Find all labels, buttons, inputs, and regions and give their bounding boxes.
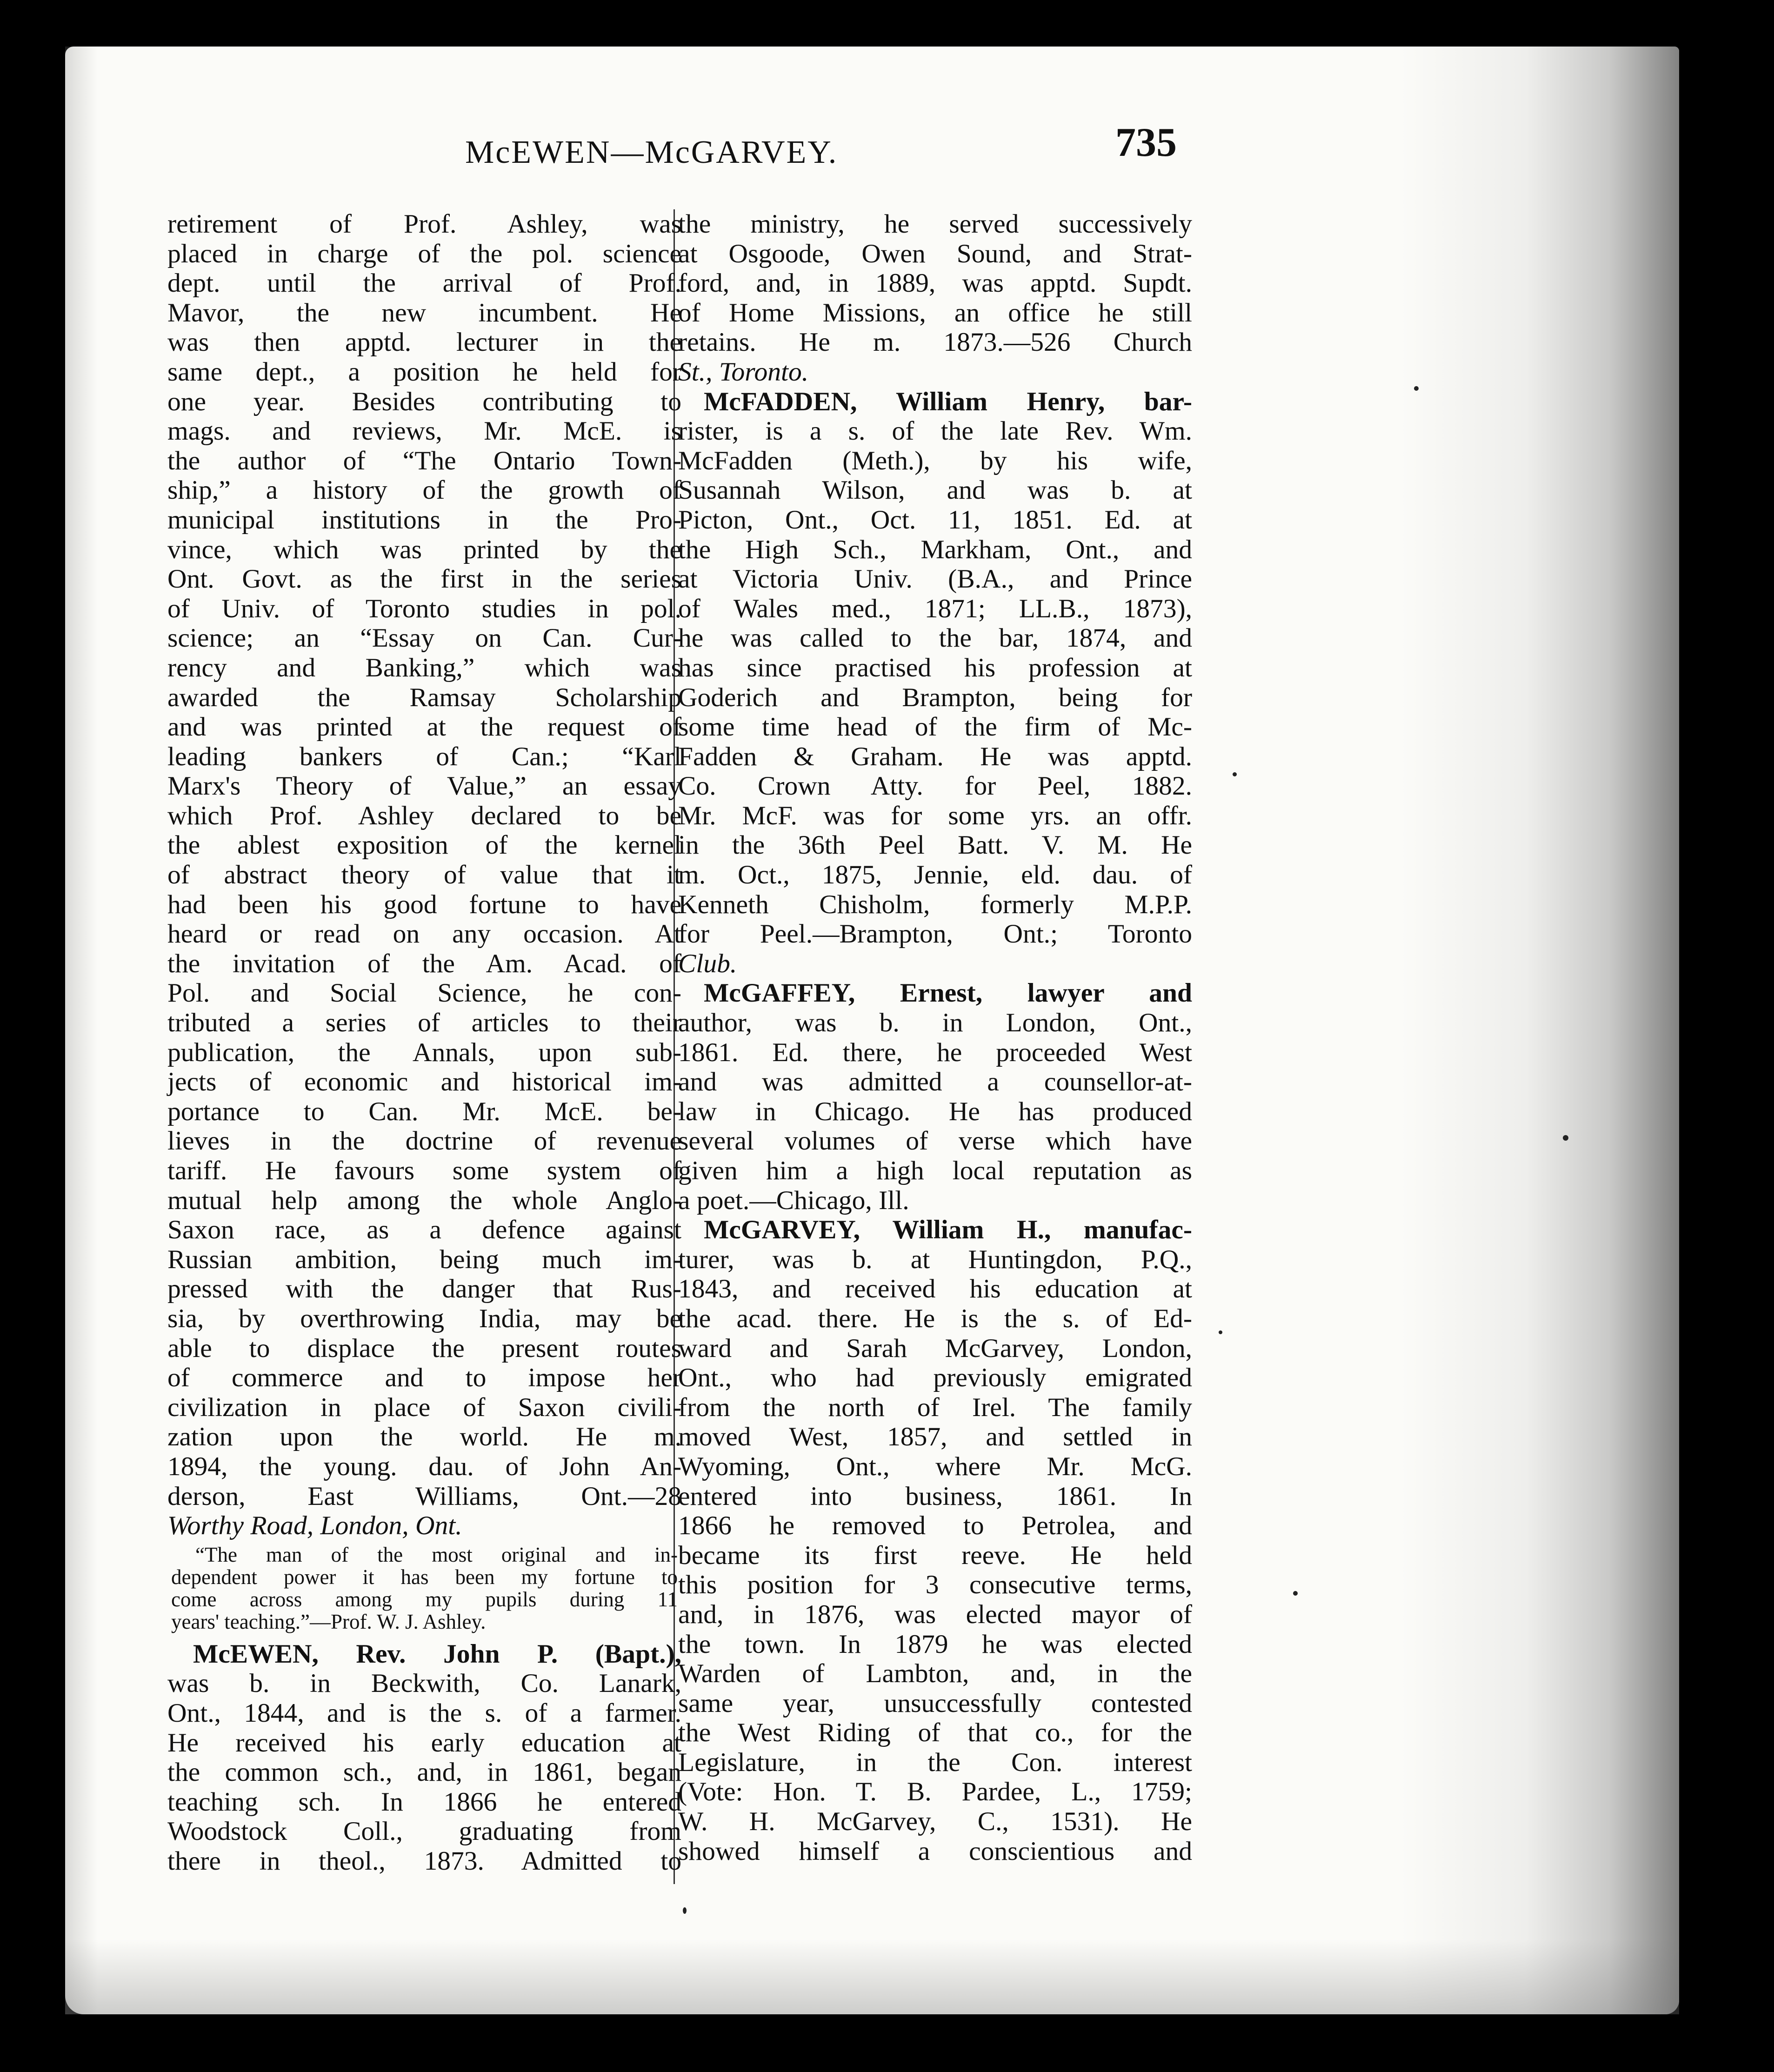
text-line: which Prof. Ashley declared to be: [167, 801, 681, 830]
text-line: for Peel.—Brampton, Ont.; Toronto: [678, 919, 1192, 949]
page-header: [167, 107, 1186, 172]
text-line: Fadden & Graham. He was apptd.: [678, 742, 1192, 771]
text-line: Mr. McF. was for some yrs. an offr.: [678, 801, 1192, 830]
scan-speck: [1233, 772, 1237, 776]
text-line: municipal institutions in the Pro-: [167, 505, 681, 535]
text-line: this position for 3 consecutive terms,: [678, 1570, 1192, 1600]
gutter-shadow: [65, 47, 98, 2014]
text-line: several volumes of verse which have: [678, 1126, 1192, 1156]
text-line: of Univ. of Toronto studies in pol.: [167, 594, 681, 623]
text-line: the West Riding of that co., for the: [678, 1718, 1192, 1748]
text-line: m. Oct., 1875, Jennie, eld. dau. of: [678, 860, 1192, 890]
text-line: author, was b. in London, Ont.,: [678, 1008, 1192, 1038]
running-head: McEWEN—McGARVEY.: [465, 134, 838, 170]
text-line: science; an “Essay on Can. Cur-: [167, 623, 681, 653]
address-line: Club.: [678, 949, 737, 978]
text-line: ship,” a history of the growth of: [167, 475, 681, 505]
text-line: Russian ambition, being much im-: [167, 1244, 681, 1274]
text-line: from the north of Irel. The family: [678, 1392, 1192, 1422]
text-line: there in theol., 1873. Admitted to: [167, 1846, 681, 1876]
text-line: and was printed at the request of: [167, 712, 681, 742]
text-line: had been his good fortune to have: [167, 889, 681, 919]
text-line: some time head of the firm of Mc-: [678, 712, 1192, 742]
text-line: Ont. Govt. as the first in the series: [167, 564, 681, 594]
text-line: has since practised his profession at: [678, 653, 1192, 682]
text-line: the town. In 1879 he was elected: [678, 1629, 1192, 1659]
text-line: retirement of Prof. Ashley, was: [167, 209, 681, 239]
text-line: 1894, the young. dau. of John An-: [167, 1451, 681, 1481]
text-line: jects of economic and historical im-: [167, 1067, 681, 1097]
text-line: Pol. and Social Science, he con-: [167, 978, 681, 1008]
text-line: publication, the Annals, upon sub-: [167, 1037, 681, 1067]
text-line: of abstract theory of value that it: [167, 860, 681, 890]
page-edge-shadow: [1400, 47, 1679, 2014]
mcewen-john-entry: [167, 1639, 681, 1876]
text-line: the common sch., and, in 1861, began: [167, 1758, 681, 1787]
text-line: awarded the Ramsay Scholarship: [167, 682, 681, 712]
text-line: leading bankers of Can.; “Karl: [167, 742, 681, 771]
text-line: tributed a series of articles to their: [167, 1008, 681, 1038]
text-line: teaching sch. In 1866 he entered: [167, 1787, 681, 1817]
text-line: Ont., who had previously emigrated: [678, 1363, 1192, 1393]
entry-heading-mcgarvey: McGARVEY, William H., manufac-: [704, 1215, 1192, 1245]
text-line: rency and Banking,” which was: [167, 653, 681, 682]
text-line: the invitation of the Am. Acad. of: [167, 949, 681, 978]
text-line: he was called to the bar, 1874, and: [678, 623, 1192, 653]
text-line: civilization in place of Saxon civili-: [167, 1392, 681, 1422]
text-line: Warden of Lambton, and, in the: [678, 1659, 1192, 1689]
mcewen-continued-text: [167, 209, 681, 1541]
text-line: pressed with the danger that Rus-: [167, 1274, 681, 1304]
text-line: law in Chicago. He has produced: [678, 1096, 1192, 1126]
text-line: of Wales med., 1871; LL.B., 1873),: [678, 594, 1192, 623]
text-line: turer, was b. at Huntingdon, P.Q.,: [678, 1244, 1192, 1274]
text-line: and was admitted a counsellor-at-: [678, 1067, 1192, 1097]
right-column: [678, 209, 1192, 1866]
text-line: given him a high local reputation as: [678, 1156, 1192, 1185]
scan-speck: [1414, 386, 1419, 391]
text-line: of commerce and to impose her: [167, 1363, 681, 1393]
text-line: He received his early education at: [167, 1728, 681, 1758]
text-line: became its first reeve. He held: [678, 1540, 1192, 1570]
entry-heading: McEWEN, Rev. John P. (Bapt.),: [193, 1639, 681, 1669]
text-line: derson, East Williams, Ont.—28: [167, 1481, 681, 1511]
scan-speck: [1563, 1135, 1568, 1141]
address-line: St., Toronto.: [678, 357, 809, 387]
scan-speck: [1293, 1591, 1298, 1596]
text-line: ward and Sarah McGarvey, London,: [678, 1333, 1192, 1363]
text-line: the ministry, he served successively: [678, 209, 1192, 239]
text-line: Wyoming, Ont., where Mr. McG.: [678, 1451, 1192, 1481]
text-line: heard or read on any occasion. At: [167, 919, 681, 949]
text-line: able to displace the present routes: [167, 1333, 681, 1363]
quote-line: “The man of the most original and in-: [195, 1543, 678, 1566]
text-line: mutual help among the whole Anglo-: [167, 1185, 681, 1215]
text-line: Susannah Wilson, and was b. at: [678, 475, 1192, 505]
text-line: Ont., 1844, and is the s. of a farmer.: [167, 1698, 681, 1728]
text-line: the author of “The Ontario Town-: [167, 446, 681, 475]
left-column: [167, 209, 681, 1876]
text-line: (Vote: Hon. T. B. Pardee, L., 1759;: [678, 1777, 1192, 1807]
text-line: at Victoria Univ. (B.A., and Prince: [678, 564, 1192, 594]
quote-line: come across among my pupils during 11: [171, 1587, 678, 1611]
text-line: 1866 he removed to Petrolea, and: [678, 1511, 1192, 1541]
text-line: dept. until the arrival of Prof.: [167, 268, 681, 298]
text-line: showed himself a conscientious and: [678, 1836, 1192, 1866]
text-line: and, in 1876, was elected mayor of: [678, 1599, 1192, 1629]
text-line: Saxon race, as a defence against: [167, 1215, 681, 1245]
text-line: of Home Missions, an office he still: [678, 298, 1192, 328]
entry-heading-mcgaffey: McGAFFEY, Ernest, lawyer and: [704, 978, 1192, 1008]
text-line: the High Sch., Markham, Ont., and: [678, 535, 1192, 564]
text-line: the acad. there. He is the s. of Ed-: [678, 1303, 1192, 1333]
scan-speck: [683, 1907, 687, 1914]
text-line: rister, is a s. of the late Rev. Wm.: [678, 416, 1192, 446]
ashley-quote: [167, 1544, 681, 1633]
text-line: Mavor, the new incumbent. He: [167, 298, 681, 328]
text-line: ford, and, in 1889, was apptd. Supdt.: [678, 268, 1192, 298]
page-number: 735: [1115, 120, 1177, 165]
text-line: W. H. McGarvey, C., 1531). He: [678, 1807, 1192, 1837]
text-line: Co. Crown Atty. for Peel, 1882.: [678, 771, 1192, 801]
text-line: mags. and reviews, Mr. McE. is: [167, 416, 681, 446]
text-line: vince, which was printed by the: [167, 535, 681, 564]
text-line: was then apptd. lecturer in the: [167, 328, 681, 357]
text-line: sia, by overthrowing India, may be: [167, 1303, 681, 1333]
text-line: Goderich and Brampton, being for: [678, 682, 1192, 712]
text-line: a poet.—Chicago, Ill.: [678, 1185, 909, 1215]
text-line: zation upon the world. He m.: [167, 1422, 681, 1452]
text-line: Legislature, in the Con. interest: [678, 1747, 1192, 1777]
text-line: placed in charge of the pol. science: [167, 239, 681, 268]
text-line: was b. in Beckwith, Co. Lanark,: [167, 1669, 681, 1698]
text-line: McFadden (Meth.), by his wife,: [678, 446, 1192, 475]
text-line: 1861. Ed. there, he proceeded West: [678, 1037, 1192, 1067]
text-line: Marx's Theory of Value,” an essay: [167, 771, 681, 801]
text-line: lieves in the doctrine of revenue: [167, 1126, 681, 1156]
text-line: the ablest exposition of the kernel: [167, 830, 681, 860]
entry-heading-mcfadden: McFADDEN, William Henry, bar-: [704, 387, 1192, 416]
text-line: tariff. He favours some system of: [167, 1156, 681, 1185]
text-line: entered into business, 1861. In: [678, 1481, 1192, 1511]
text-line: in the 36th Peel Batt. V. M. He: [678, 830, 1192, 860]
scan-speck: [1219, 1330, 1222, 1334]
text-line: same year, unsuccessfully contested: [678, 1688, 1192, 1718]
text-line: moved West, 1857, and settled in: [678, 1422, 1192, 1452]
text-line: at Osgoode, Owen Sound, and Strat-: [678, 239, 1192, 268]
text-line: same dept., a position he held for: [167, 357, 681, 387]
text-line: one year. Besides contributing to: [167, 387, 681, 416]
quote-line: years' teaching.”—Prof. W. J. Ashley.: [171, 1610, 486, 1633]
text-line: 1843, and received his education at: [678, 1274, 1192, 1304]
text-line: portance to Can. Mr. McE. be-: [167, 1096, 681, 1126]
text-line: Picton, Ont., Oct. 11, 1851. Ed. at: [678, 505, 1192, 535]
text-line: Woodstock Coll., graduating from: [167, 1817, 681, 1846]
address-line: Worthy Road, London, Ont.: [167, 1511, 462, 1541]
text-line: retains. He m. 1873.—526 Church: [678, 328, 1192, 357]
page-bottom-shadow: [65, 1940, 1679, 2014]
quote-line: dependent power it has been my fortune to: [171, 1565, 678, 1589]
text-line: Kenneth Chisholm, formerly M.P.P.: [678, 889, 1192, 919]
